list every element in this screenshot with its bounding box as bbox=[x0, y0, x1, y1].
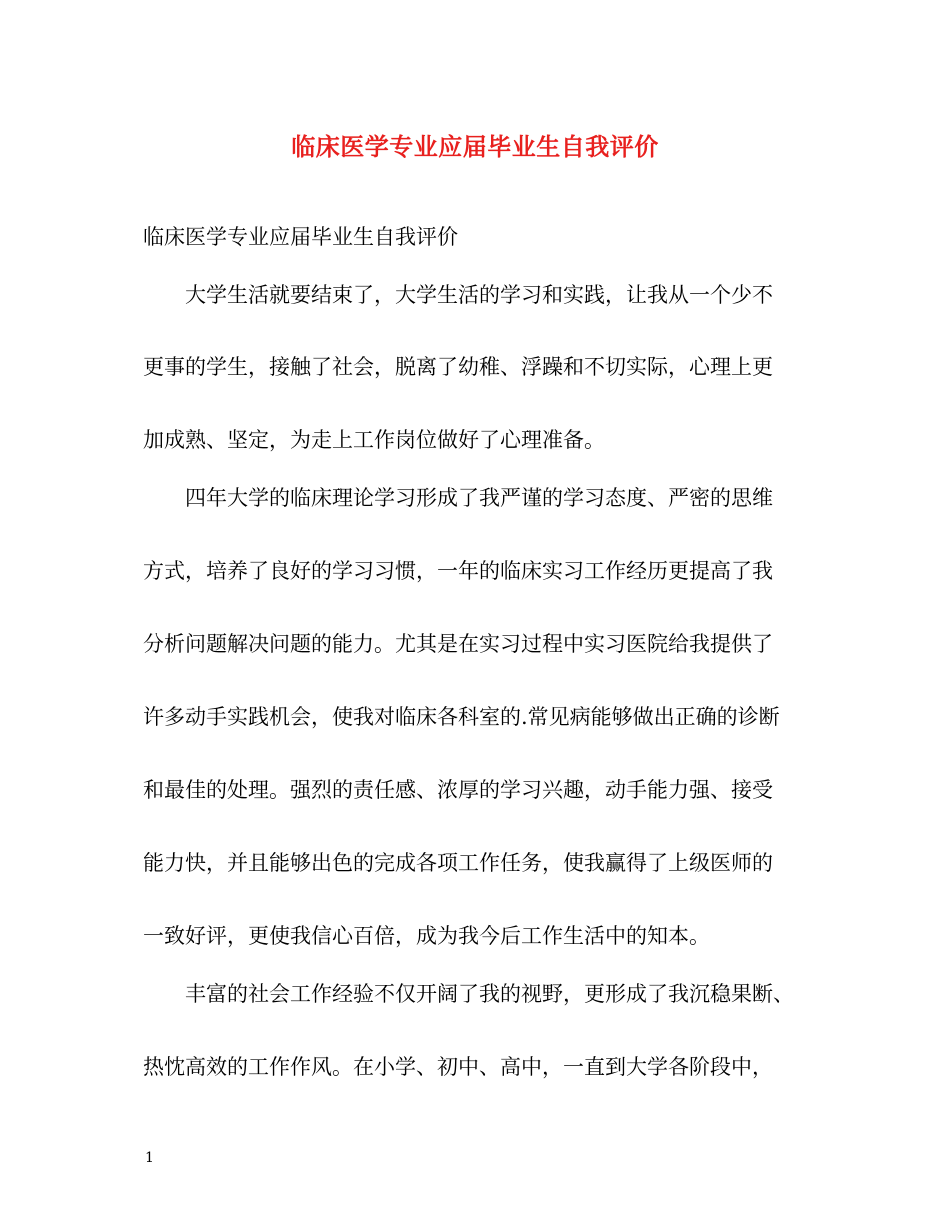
paragraph-line: 许多动手实践机会，使我对临床各科室的.常见病能够做出正确的诊断 bbox=[143, 705, 780, 729]
paragraph-line: 能力快，并且能够出色的完成各项工作任务，使我赢得了上级医师的 bbox=[143, 851, 773, 875]
paragraph-line: 四年大学的临床理论学习形成了我严谨的学习态度、严密的思维 bbox=[185, 486, 773, 510]
paragraph-line: 方式，培养了良好的学习习惯，一年的临床实习工作经历更提高了我 bbox=[143, 559, 773, 583]
paragraph-line: 丰富的社会工作经验不仅开阔了我的视野，更形成了我沉稳果断、 bbox=[185, 982, 794, 1006]
paragraph-line: 一致好评，更使我信心百倍，成为我今后工作生活中的知本。 bbox=[143, 924, 710, 948]
paragraph-line: 更事的学生，接触了社会，脱离了幼稚、浮躁和不切实际，心理上更 bbox=[143, 355, 773, 379]
paragraph-line: 分析问题解决问题的能力。尤其是在实习过程中实习医院给我提供了 bbox=[143, 632, 773, 656]
paragraph-line: 加成熟、坚定，为走上工作岗位做好了心理准备。 bbox=[143, 428, 605, 452]
paragraph-line: 和最佳的处理。强烈的责任感、浓厚的学习兴趣，动手能力强、接受 bbox=[143, 778, 773, 802]
document-title: 临床医学专业应届毕业生自我评价 bbox=[291, 132, 659, 161]
page-number: 1 bbox=[145, 1150, 154, 1166]
paragraph-line: 热忱高效的工作作风。在小学、初中、高中，一直到大学各阶段中， bbox=[143, 1055, 773, 1079]
paragraph-line: 大学生活就要结束了，大学生活的学习和实践，让我从一个少不 bbox=[185, 283, 773, 307]
document-subtitle: 临床医学专业应届毕业生自我评价 bbox=[143, 225, 458, 249]
